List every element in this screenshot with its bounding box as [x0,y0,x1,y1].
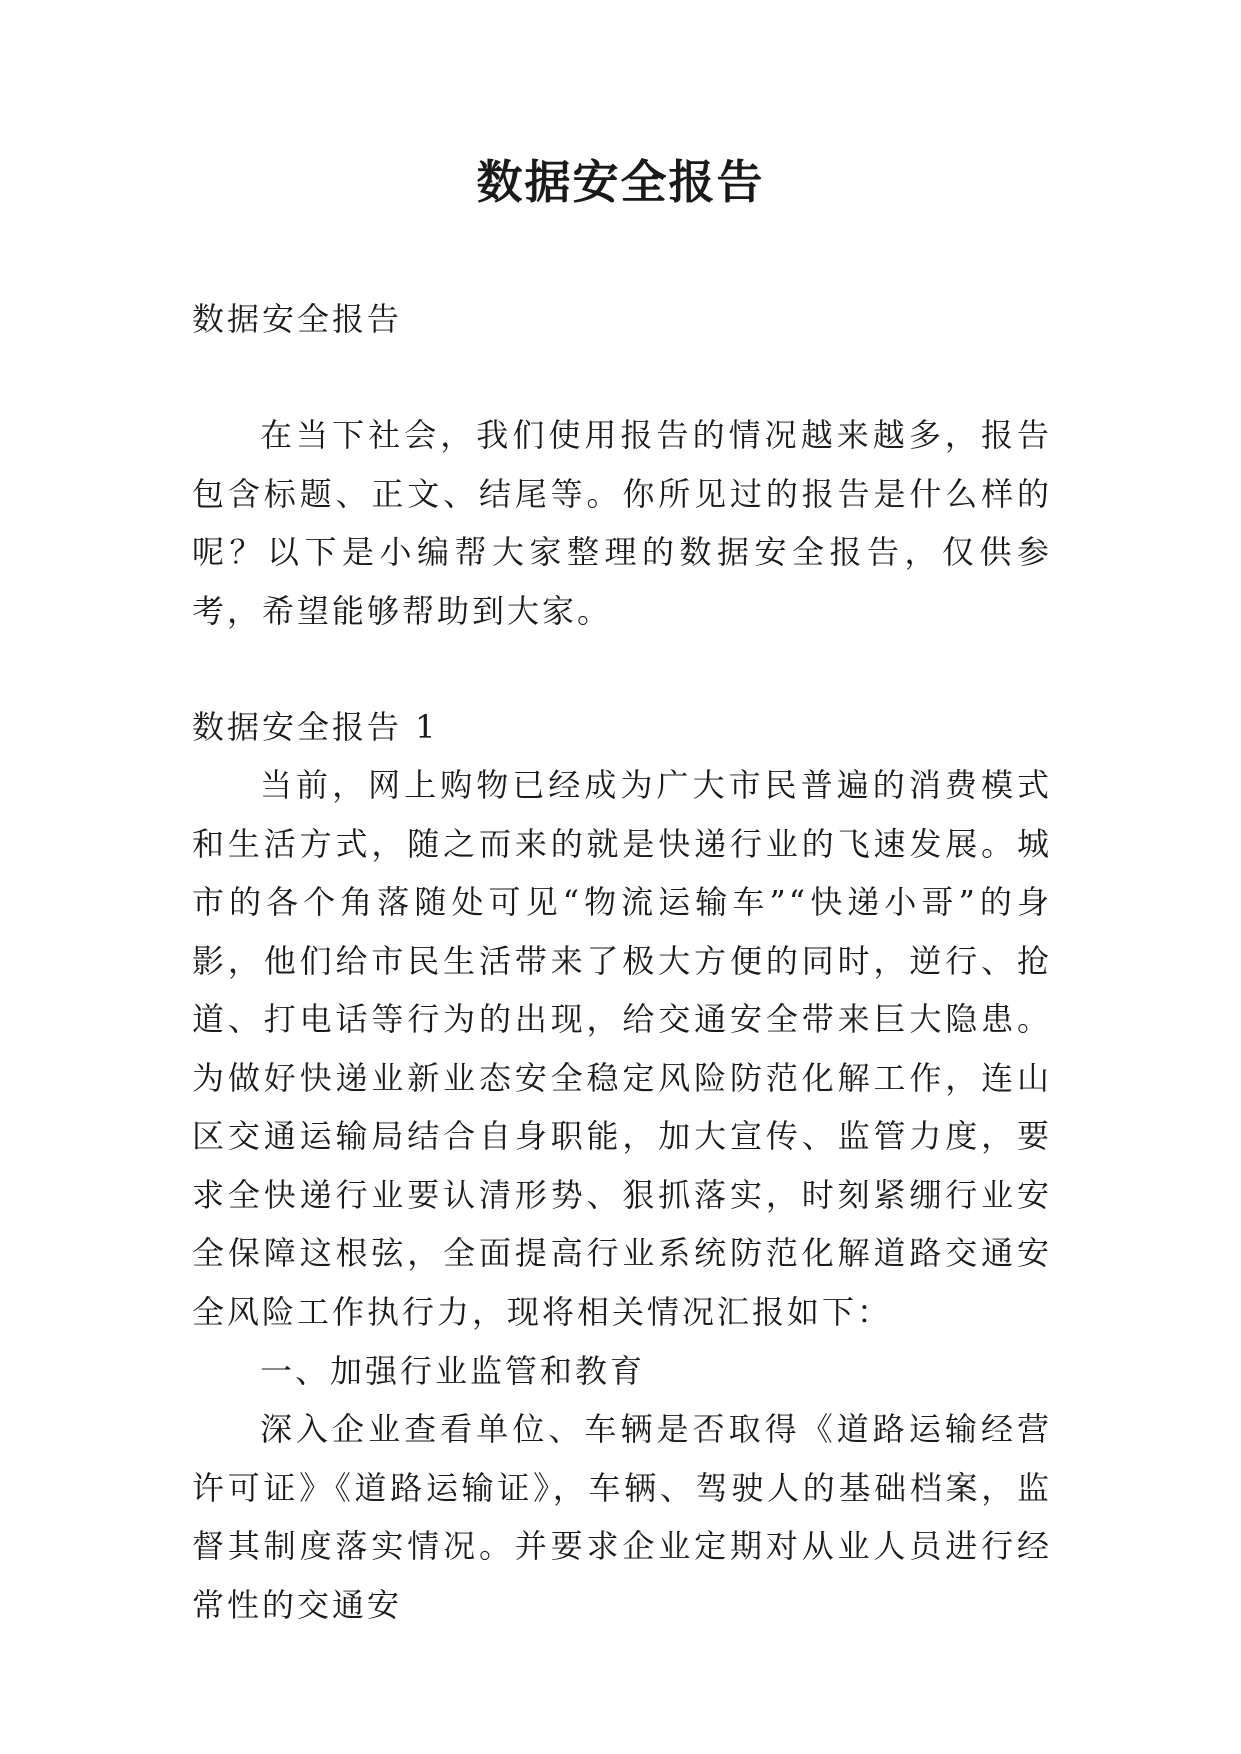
item-1-heading: 一、加强行业监管和教育 [260,1352,646,1390]
item-1-paragraph: 深入企业查看单位、车辆是否取得《道路运输经营许可证》《道路运输证》，车辆、驾驶人的基础档案，监督其制度落实情况。并要求企业定期对从业人员进行经常性的交通安 [192,1410,1052,1624]
section-1-heading: 数据安全报告 1 [192,708,439,746]
section-1-paragraph: 当前，网上购物已经成为广大市民普遍的消费模式和生活方式，随之而来的就是快递行业的飞速发展。城市的各个角落随处可见“物流运输车”“快递小哥”的身影，他们给市民生活带来了极大方便的同时，逆行、抢道、打电话等行为的出现，给交通安全带来巨大隐患。为做好快递业新业态安全稳定风险防范化解工作，连山区交通运输局结合自身职能，加大宣传、监管力度，要求全快递行业要认清形势、狠抓落实，时刻紧绷行业安全保障这根弦，全面提高行业系统防范化解道路交通安全风险工作执行力，现将相关情况汇报如下： [192,766,1052,1331]
intro-paragraph: 在当下社会，我们使用报告的情况越来越多，报告包含标题、正文、结尾等。你所见过的报告是什么样的呢？以下是小编帮大家整理的数据安全报告，仅供参考，希望能够帮助到大家。 [192,416,1052,630]
document-title: 数据安全报告 [476,155,765,209]
document-subtitle: 数据安全报告 [192,300,403,338]
